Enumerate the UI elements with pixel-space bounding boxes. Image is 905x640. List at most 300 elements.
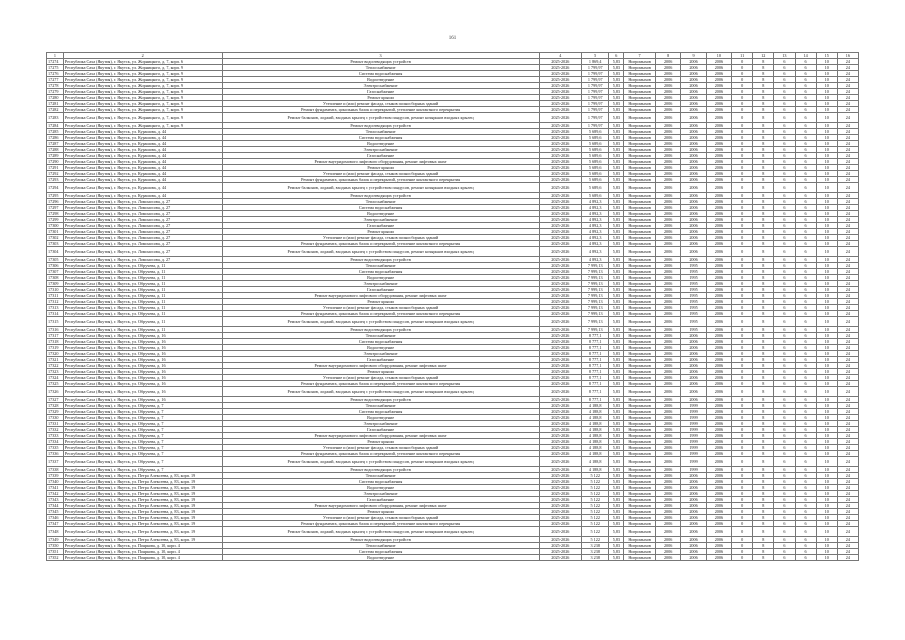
col-15-cell: 10 [816,123,837,129]
contractor-cell: Нигромыхов [624,369,656,375]
year-b-cell: 1999 [681,445,706,451]
year-a-cell: 2006 [655,193,680,199]
year-a-cell: 2006 [655,549,680,555]
year-c-cell: 2006 [706,101,731,107]
col-15-cell: 10 [816,247,837,257]
col-15-cell: 10 [816,101,837,107]
rate-cell: 5,83 [609,339,624,345]
col-14-cell: 6 [795,473,816,479]
year-c-cell: 2006 [706,71,731,77]
col-11-cell: 0 [732,537,753,543]
col-13-cell: 6 [774,287,795,293]
row-number-cell: 17343 [47,497,64,503]
year-c-cell: 2006 [706,317,731,327]
area-cell: 8 777,1 [581,397,608,403]
col-12-cell: 8 [753,351,774,357]
col-11-cell: 0 [732,159,753,165]
table-row [47,317,859,327]
col-13-cell: 6 [774,345,795,351]
row-number-cell: 17317 [47,333,64,339]
col-11-cell: 0 [732,427,753,433]
col-13-cell: 6 [774,375,795,381]
col-16-cell: 24 [837,521,858,527]
contractor-cell: Нигромыхов [624,515,656,521]
area-cell: 4 188,8 [581,433,608,439]
col-11-cell: 0 [732,89,753,95]
year-a-cell: 2006 [655,59,680,65]
col-15-cell: 10 [816,65,837,71]
period-cell: 2025-2026 [539,445,581,451]
row-number-cell: 17279 [47,89,64,95]
year-b-cell: 2006 [681,351,706,357]
contractor-cell: Нигромыхов [624,77,656,83]
col-11-cell: 0 [732,59,753,65]
col-16-cell: 24 [837,65,858,71]
col-12-cell: 8 [753,537,774,543]
col-15-cell: 10 [816,223,837,229]
area-cell: 3 238 [581,549,608,555]
period-cell: 2025-2026 [539,59,581,65]
col-11-cell: 0 [732,229,753,235]
col-12-cell: 8 [753,287,774,293]
col-12-cell: 8 [753,123,774,129]
area-cell: 8 777,1 [581,363,608,369]
col-13-cell: 6 [774,527,795,537]
col-14-cell: 6 [795,317,816,327]
year-c-cell: 2006 [706,153,731,159]
work-type-cell: Ремонт крыши [222,509,539,515]
col-13-cell: 6 [774,491,795,497]
address-cell: Республика Саха (Якутия), г. Якутск, ул. Курашова, д. 44 [63,171,222,177]
address-cell: Республика Саха (Якутия), г. Якутск, ул. Ломоносова, д. 27 [63,223,222,229]
rate-cell: 5,83 [609,467,624,473]
row-number-cell: 17326 [47,387,64,397]
col-15-cell: 10 [816,403,837,409]
address-cell: Республика Саха (Якутия), г. Якутск, ул. Обручева, д. 16 [63,333,222,339]
col-15-cell: 10 [816,275,837,281]
col-13-cell: 6 [774,95,795,101]
col-14-cell: 6 [795,497,816,503]
row-number-cell: 17336 [47,451,64,457]
year-c-cell: 2006 [706,409,731,415]
year-c-cell: 2006 [706,275,731,281]
area-cell: 4 892,3 [581,199,608,205]
work-type-cell: Электроснабжение [222,217,539,223]
column-header: 16 [837,53,858,59]
col-15-cell: 10 [816,387,837,397]
year-b-cell: 1999 [681,415,706,421]
col-12-cell: 8 [753,299,774,305]
year-c-cell: 2006 [706,427,731,433]
col-13-cell: 6 [774,183,795,193]
col-13-cell: 6 [774,479,795,485]
rate-cell: 5,83 [609,59,624,65]
work-type-cell: Теплоснабжение [222,263,539,269]
year-c-cell: 2006 [706,333,731,339]
period-cell: 2025-2026 [539,369,581,375]
row-number-cell: 17323 [47,369,64,375]
period-cell: 2025-2026 [539,433,581,439]
year-a-cell: 2006 [655,467,680,473]
year-c-cell: 2006 [706,147,731,153]
row-number-cell: 17313 [47,305,64,311]
area-cell: 1 799,97 [581,77,608,83]
period-cell: 2025-2026 [539,427,581,433]
address-cell: Республика Саха (Якутия), г. Якутск, ул. Ломоносова, д. 27 [63,257,222,263]
col-14-cell: 6 [795,327,816,333]
year-b-cell: 1995 [681,299,706,305]
col-14-cell: 6 [795,159,816,165]
year-b-cell: 1999 [681,403,706,409]
period-cell: 2025-2026 [539,135,581,141]
year-c-cell: 2006 [706,247,731,257]
year-b-cell: 1995 [681,327,706,333]
area-cell: 5 689,6 [581,165,608,171]
col-12-cell: 8 [753,101,774,107]
col-14-cell: 6 [795,165,816,171]
year-c-cell: 2006 [706,293,731,299]
address-cell: Республика Саха (Якутия), г. Якутск, ул. Ломоносова, д. 27 [63,247,222,257]
year-c-cell: 2006 [706,89,731,95]
work-type-cell: Электроснабжение [222,421,539,427]
rate-cell: 5,83 [609,241,624,247]
column-header: 4 [539,53,581,59]
area-cell: 7 999,13 [581,305,608,311]
year-c-cell: 2006 [706,381,731,387]
col-16-cell: 24 [837,351,858,357]
col-12-cell: 8 [753,485,774,491]
work-type-cell: Ремонт крыши [222,95,539,101]
address-cell: Республика Саха (Якутия), г. Якутск, ул. Обручева, д. 16 [63,351,222,357]
address-cell: Республика Саха (Якутия), г. Якутск, ул. Курашова, д. 44 [63,135,222,141]
row-number-cell: 17328 [47,403,64,409]
col-16-cell: 24 [837,491,858,497]
year-b-cell: 2006 [681,497,706,503]
col-13-cell: 6 [774,235,795,241]
col-14-cell: 6 [795,77,816,83]
row-number-cell: 17290 [47,159,64,165]
col-13-cell: 6 [774,77,795,83]
col-12-cell: 8 [753,543,774,549]
work-type-cell: Водоотведение [222,345,539,351]
year-b-cell: 2006 [681,135,706,141]
year-b-cell: 1995 [681,269,706,275]
col-15-cell: 10 [816,397,837,403]
address-cell: Республика Саха (Якутия), г. Якутск, ул. Обручева, д. 7 [63,445,222,451]
col-11-cell: 0 [732,241,753,247]
col-16-cell: 24 [837,527,858,537]
col-14-cell: 6 [795,65,816,71]
year-a-cell: 2006 [655,71,680,77]
year-b-cell: 2006 [681,101,706,107]
col-14-cell: 6 [795,445,816,451]
col-11-cell: 0 [732,439,753,445]
col-16-cell: 24 [837,327,858,333]
area-cell: 5 122 [581,503,608,509]
col-16-cell: 24 [837,421,858,427]
work-type-cell: Теплоснабжение [222,65,539,71]
year-b-cell: 2006 [681,257,706,263]
col-12-cell: 8 [753,555,774,561]
col-16-cell: 24 [837,229,858,235]
address-cell: Республика Саха (Якутия), г. Якутск, ул. Пояркова, д. 10, корп. 4 [63,555,222,561]
col-11-cell: 0 [732,165,753,171]
period-cell: 2025-2026 [539,327,581,333]
year-c-cell: 2006 [706,165,731,171]
year-a-cell: 2006 [655,223,680,229]
row-number-cell: 17324 [47,375,64,381]
period-cell: 2025-2026 [539,287,581,293]
col-16-cell: 24 [837,147,858,153]
rate-cell: 5,83 [609,415,624,421]
col-16-cell: 24 [837,375,858,381]
rate-cell: 5,83 [609,351,624,357]
col-11-cell: 0 [732,183,753,193]
col-16-cell: 24 [837,59,858,65]
period-cell: 2025-2026 [539,479,581,485]
year-b-cell: 2006 [681,77,706,83]
col-11-cell: 0 [732,521,753,527]
work-type-cell: Электроснабжение [222,281,539,287]
contractor-cell: Нигромыхов [624,177,656,183]
col-12-cell: 8 [753,339,774,345]
col-15-cell: 10 [816,89,837,95]
year-c-cell: 2006 [706,527,731,537]
col-15-cell: 10 [816,205,837,211]
work-type-cell: Теплоснабжение [222,199,539,205]
col-15-cell: 10 [816,135,837,141]
col-14-cell: 6 [795,439,816,445]
col-16-cell: 24 [837,77,858,83]
year-c-cell: 2006 [706,555,731,561]
col-11-cell: 0 [732,527,753,537]
year-a-cell: 2006 [655,113,680,123]
year-a-cell: 2006 [655,497,680,503]
col-14-cell: 6 [795,205,816,211]
address-cell: Республика Саха (Якутия), г. Якутск, ул. Курашова, д. 44 [63,165,222,171]
col-11-cell: 0 [732,135,753,141]
work-type-cell: Ремонт водоотводящих устройств [222,257,539,263]
period-cell: 2025-2026 [539,317,581,327]
row-number-cell: 17316 [47,327,64,333]
rate-cell: 5,83 [609,159,624,165]
col-15-cell: 10 [816,113,837,123]
col-16-cell: 24 [837,83,858,89]
address-cell: Республика Саха (Якутия), г. Якутск, ул. Петра Алексеева, д. 83, корп. 19 [63,509,222,515]
year-c-cell: 2006 [706,199,731,205]
year-c-cell: 2006 [706,211,731,217]
table-row [47,457,859,467]
col-16-cell: 24 [837,287,858,293]
work-type-cell: Ремонт фундамента, цокольных балок и перекрытий, утепление контактного перекрытия [222,521,539,527]
address-cell: Республика Саха (Якутия), г. Якутск, ул. Обручева, д. 16 [63,375,222,381]
col-13-cell: 6 [774,427,795,433]
work-type-cell: Утепление и (или) ремонт фасада, стыков полносборных зданий [222,515,539,521]
col-13-cell: 6 [774,363,795,369]
col-14-cell: 6 [795,199,816,205]
row-number-cell: 17315 [47,317,64,327]
row-number-cell: 17345 [47,509,64,515]
row-number-cell: 17310 [47,287,64,293]
col-16-cell: 24 [837,485,858,491]
contractor-cell: Нигромыхов [624,247,656,257]
work-type-cell: Ремонт фундамента, цокольных балок и перекрытий, утепление контактного перекрытия [222,451,539,457]
col-12-cell: 8 [753,247,774,257]
area-cell: 7 999,13 [581,269,608,275]
contractor-cell: Нигромыхов [624,333,656,339]
rate-cell: 5,83 [609,211,624,217]
col-15-cell: 10 [816,491,837,497]
col-13-cell: 6 [774,113,795,123]
address-cell: Республика Саха (Якутия), г. Якутск, ул. Жорницкого, д. 7, корп. 9 [63,107,222,113]
period-cell: 2025-2026 [539,199,581,205]
period-cell: 2025-2026 [539,281,581,287]
contractor-cell: Нигромыхов [624,549,656,555]
col-16-cell: 24 [837,159,858,165]
period-cell: 2025-2026 [539,339,581,345]
year-c-cell: 2006 [706,509,731,515]
year-a-cell: 2006 [655,299,680,305]
col-11-cell: 0 [732,71,753,77]
rate-cell: 5,83 [609,491,624,497]
row-number-cell: 17296 [47,199,64,205]
address-cell: Республика Саха (Якутия), г. Якутск, ул. Обручева, д. 7 [63,421,222,427]
col-11-cell: 0 [732,153,753,159]
area-cell: 7 999,13 [581,293,608,299]
col-12-cell: 8 [753,473,774,479]
col-15-cell: 10 [816,457,837,467]
col-15-cell: 10 [816,305,837,311]
data-table [46,52,859,561]
year-a-cell: 2006 [655,317,680,327]
address-cell: Республика Саха (Якутия), г. Якутск, ул. Петра Алексеева, д. 83, корп. 19 [63,503,222,509]
rate-cell: 5,83 [609,503,624,509]
address-cell: Республика Саха (Якутия), г. Якутск, ул. Жорницкого, д. 7, корп. 9 [63,101,222,107]
col-16-cell: 24 [837,71,858,77]
col-15-cell: 10 [816,363,837,369]
year-b-cell: 2006 [681,71,706,77]
col-14-cell: 6 [795,409,816,415]
col-12-cell: 8 [753,333,774,339]
col-12-cell: 8 [753,387,774,397]
col-11-cell: 0 [732,263,753,269]
col-12-cell: 8 [753,153,774,159]
col-14-cell: 6 [795,509,816,515]
period-cell: 2025-2026 [539,305,581,311]
rate-cell: 5,83 [609,427,624,433]
year-c-cell: 2006 [706,129,731,135]
row-number-cell: 17288 [47,147,64,153]
col-12-cell: 8 [753,397,774,403]
col-13-cell: 6 [774,135,795,141]
year-b-cell: 2006 [681,543,706,549]
rate-cell: 5,83 [609,543,624,549]
year-a-cell: 2006 [655,141,680,147]
year-c-cell: 2006 [706,403,731,409]
address-cell: Республика Саха (Якутия), г. Якутск, ул. Обручева, д. 7 [63,415,222,421]
col-15-cell: 10 [816,211,837,217]
year-b-cell: 1995 [681,281,706,287]
work-type-cell: Ремонт фундамента, цокольных балок и перекрытий, утепление контактного перекрытия [222,311,539,317]
year-a-cell: 2006 [655,83,680,89]
col-11-cell: 0 [732,543,753,549]
address-cell: Республика Саха (Якутия), г. Якутск, ул. Петра Алексеева, д. 83, корп. 19 [63,473,222,479]
period-cell: 2025-2026 [539,205,581,211]
address-cell: Республика Саха (Якутия), г. Якутск, ул. Обручева, д. 11 [63,327,222,333]
rate-cell: 5,83 [609,403,624,409]
work-type-cell: Электроснабжение [222,147,539,153]
area-cell: 4 892,3 [581,205,608,211]
area-cell: 7 999,13 [581,275,608,281]
address-cell: Республика Саха (Якутия), г. Якутск, ул. Курашова, д. 44 [63,141,222,147]
year-b-cell: 2006 [681,229,706,235]
row-number-cell: 17293 [47,177,64,183]
col-11-cell: 0 [732,387,753,397]
period-cell: 2025-2026 [539,159,581,165]
contractor-cell: Нигромыхов [624,159,656,165]
col-11-cell: 0 [732,177,753,183]
row-number-cell: 17291 [47,165,64,171]
year-b-cell: 2006 [681,555,706,561]
address-cell: Республика Саха (Якутия), г. Якутск, ул. Петра Алексеева, д. 83, корп. 19 [63,497,222,503]
col-13-cell: 6 [774,457,795,467]
col-14-cell: 6 [795,357,816,363]
col-16-cell: 24 [837,165,858,171]
area-cell: 4 892,3 [581,211,608,217]
col-12-cell: 8 [753,491,774,497]
col-13-cell: 6 [774,123,795,129]
address-cell: Республика Саха (Якутия), г. Якутск, ул. Обручева, д. 11 [63,287,222,293]
col-13-cell: 6 [774,199,795,205]
rate-cell: 5,83 [609,445,624,451]
year-b-cell: 1999 [681,439,706,445]
rate-cell: 5,83 [609,77,624,83]
work-type-cell: Ремонт крыши [222,229,539,235]
column-header: 15 [816,53,837,59]
col-12-cell: 8 [753,275,774,281]
contractor-cell: Нигромыхов [624,311,656,317]
col-15-cell: 10 [816,537,837,543]
row-number-cell: 17350 [47,543,64,549]
col-13-cell: 6 [774,247,795,257]
col-13-cell: 6 [774,403,795,409]
col-11-cell: 0 [732,199,753,205]
col-12-cell: 8 [753,107,774,113]
work-type-cell: Газоснабжение [222,89,539,95]
col-14-cell: 6 [795,129,816,135]
period-cell: 2025-2026 [539,113,581,123]
year-c-cell: 2006 [706,515,731,521]
col-14-cell: 6 [795,369,816,375]
col-14-cell: 6 [795,433,816,439]
col-13-cell: 6 [774,141,795,147]
year-c-cell: 2006 [706,65,731,71]
year-a-cell: 2006 [655,527,680,537]
col-14-cell: 6 [795,549,816,555]
year-a-cell: 2006 [655,445,680,451]
column-header: 11 [732,53,753,59]
year-c-cell: 2006 [706,263,731,269]
contractor-cell: Нигромыхов [624,339,656,345]
col-12-cell: 8 [753,269,774,275]
rate-cell: 5,83 [609,457,624,467]
area-cell: 4 188,8 [581,409,608,415]
period-cell: 2025-2026 [539,129,581,135]
year-a-cell: 2006 [655,159,680,165]
year-b-cell: 2006 [681,503,706,509]
rate-cell: 5,83 [609,129,624,135]
year-b-cell: 2006 [681,113,706,123]
